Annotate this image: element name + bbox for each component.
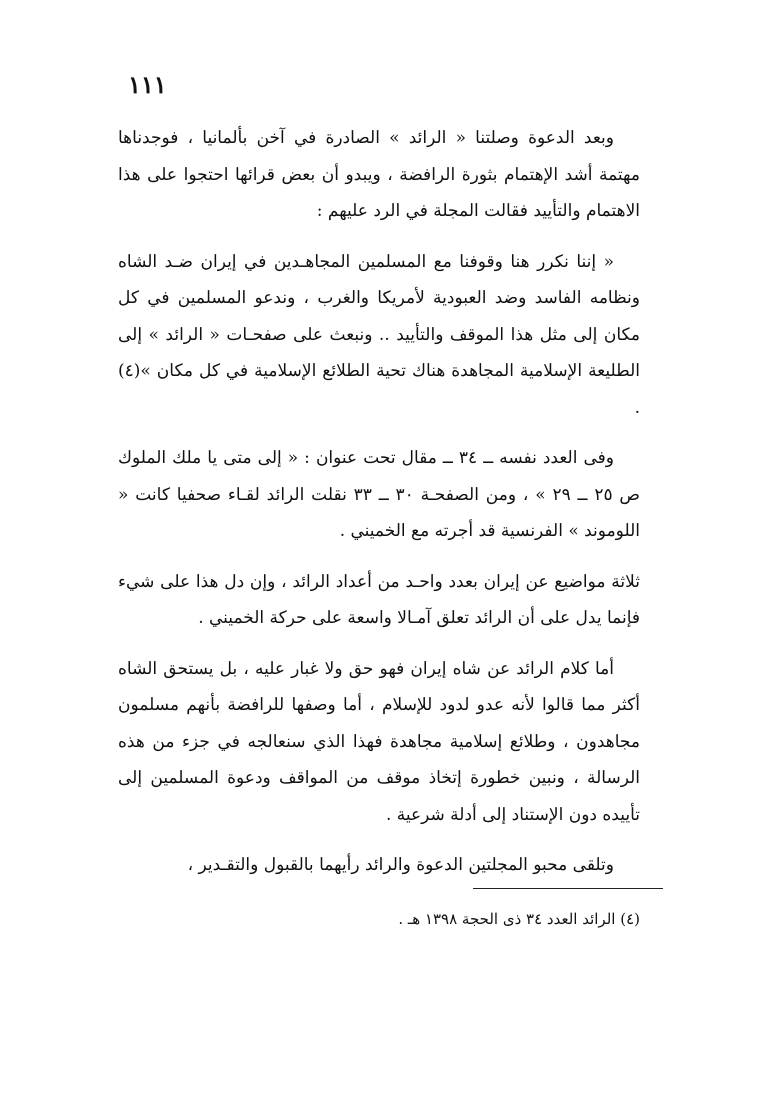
body-text: [118, 120, 640, 898]
paragraph-5: أما كلام الرائد عن شاه إيران فهو حق ولا غبار عليه ، بل يستحق الشاه أكثر مما قالوا لأنه عدو لدود للإسلام ، أما وصفها للرافضة بأنهم مسلمون مجاهدون ، وطلائع إسلامية مجاهدة فهذا الذي سنعالجه في جزء من هذه الرسالة ، ونبين خطورة إتخاذ موقف من المواقف ودعوة المسلمين إلى تأييده دون الإستناد إلى أدلة شرعية .: [118, 658, 640, 825]
page-number: ١١١: [128, 70, 167, 99]
paragraph-4: ثلاثة مواضيع عن إيران بعدد واحـد من أعداد الرائد ، وإن دل هذا على شيء فإنما يدل على أن الرائد تعلق آمـالا واسعة على حركة الخميني .: [118, 571, 640, 628]
paragraph-6: وتلقى محبو المجلتين الدعوة والرائد رأيهما بالقبول والتقـدير ،: [187, 855, 614, 875]
paragraph-1: وبعد الدعوة وصلتنا « الرائد » الصادرة في آخن بألمانيا ، فوجدناها مهتمة أشد الإهتمام بثورة الرافضة ، ويبدو أن بعض قرائها احتجوا على هذا الاهتمام والتأييد فقالت المجلة في الرد عليهم :: [118, 128, 640, 221]
footnote-divider: [473, 888, 663, 889]
paragraph-3: وفى العدد نفسه ــ ٣٤ ــ مقال تحت عنوان : « إلى متى يا ملك الملوك ص ٢٥ ــ ٢٩ » ، ومن الصفحـة ٣٠ ــ ٣٣ نقلت الرائد لقـاء صحفيا كانت « اللوموند » الفرنسية قد أجرته مع الخميني .: [118, 448, 640, 541]
footnote: (٤) الرائد العدد ٣٤ ذى الحجة ١٣٩٨ هـ .: [398, 910, 640, 928]
paragraph-2-quote: « إننا نكرر هنا وقوفنا مع المسلمين المجاهـدين في إيران ضـد الشاه ونظامه الفاسد وضد العبودية لأمريكا والغرب ، وندعو المسلمين في كل مكان إلى مثل هذا الموقف والتأييد .. ونبعث على صفحـات « الرائد » إلى الطليعة الإسلامية المجاهدة هناك تحية الطلائع الإسلامية في كل مكان »(٤) .: [118, 251, 640, 418]
